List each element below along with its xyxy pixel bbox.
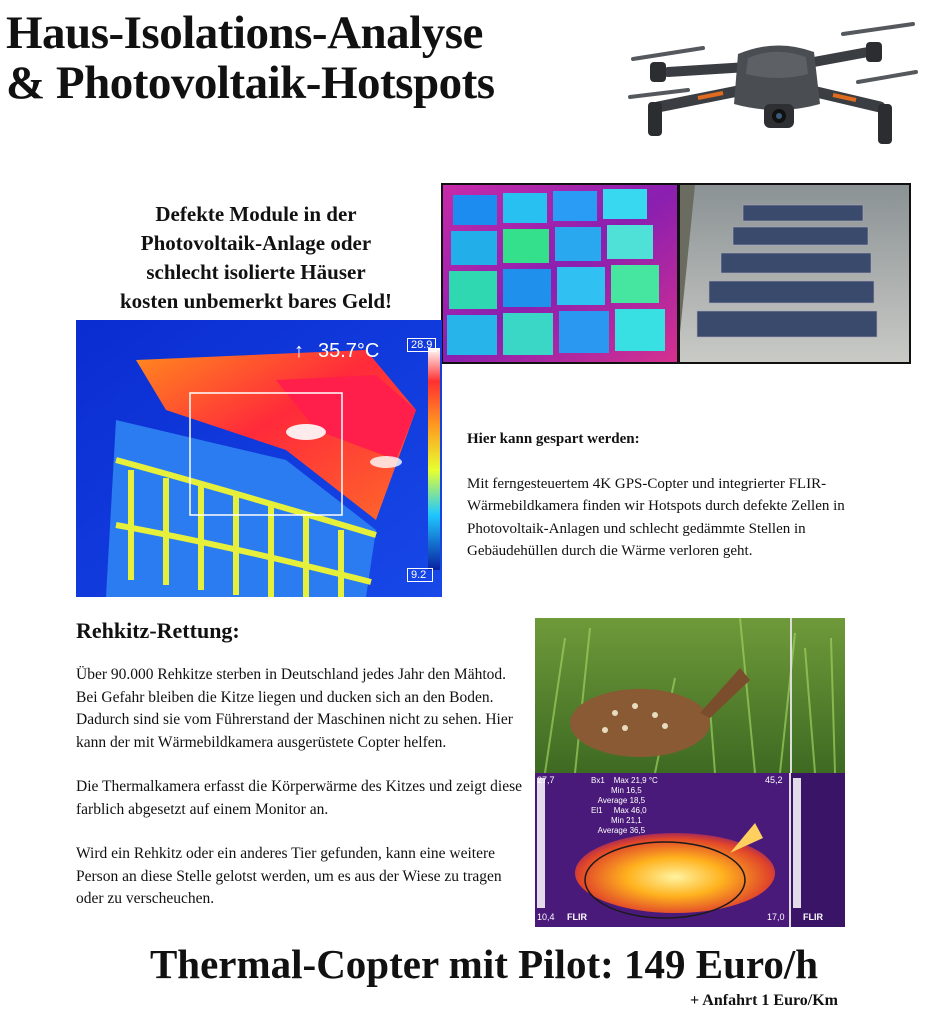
rescue-paragraph-2: Die Thermalkamera erfasst die Körperwärme des Kitzes und zeigt diese farblich abgesetzt auf einem Monitor an. (76, 778, 523, 818)
savings-section (467, 428, 887, 563)
price-main: Thermal-Copter mit Pilot: 149 Euro/h (149, 941, 819, 987)
fawn-graphic (535, 618, 845, 927)
rescue-paragraph-1: Über 90.000 Rehkitze sterben in Deutschland jedes Jahr den Mähtod. Bei Gefahr bleiben die Kitze liegen und ducken sich an den Boden. Dadurch sind sie vom Führerstand der Maschinen nicht zu sehen. Hier kann der mit Wärmebildkamera ausgerüstete Copter helfen. (76, 666, 513, 751)
page-title (6, 8, 626, 108)
measurement-readout: Bx1 Max 21,9 °C Min 16,5 Average 18,5 El1 Max 46,0 Min 21,1 Average 36,5 (591, 776, 658, 835)
fawn-scale-max-left: 27,7 (537, 775, 555, 785)
rescue-paragraph-3: Wird ein Rehkitz oder ein anderes Tier gefunden, kann eine weitere Person an diese Stelle gelotst werden, um es aus der Wiese zu tragen oder zu verscheuchen. (76, 845, 502, 907)
price-travel: + Anfahrt 1 Euro/Km (690, 992, 838, 1009)
pv-image-graphic (443, 185, 909, 362)
savings-heading: Hier kann gespart werden: (467, 431, 640, 447)
spot-temperature: ↑ 35.7°C (294, 340, 380, 362)
house-thermal-graphic (76, 320, 442, 597)
lead-line-3: schlecht isolierte Häuser (146, 260, 366, 284)
fawn-body (570, 689, 710, 757)
arrow-up-icon: ↑ (294, 340, 304, 362)
scale-max-label: 28.9 (407, 338, 436, 352)
rescue-section (76, 664, 526, 933)
fawn-scale-min-left: 10,4 (537, 912, 555, 922)
scale-min-label: 9.2 (407, 568, 433, 582)
title-line-1: Haus-Isolations-Analyse (6, 7, 483, 59)
savings-text: Mit ferngesteuertem 4K GPS-Copter und integrierter FLIR-Wärmebildkamera finden wir Hotspots durch defekte Zellen in Photovoltaik-Anlagen und schlecht gedämmte Stellen in Gebäudehüllen durch die Wärme verloren geht. (467, 475, 845, 559)
lead-line-1: Defekte Module in der (155, 202, 357, 226)
drone-image (628, 12, 918, 150)
fawn-scale-min-right: 17,0 (767, 912, 785, 922)
title-line-2: & Photovoltaik-Hotspots (6, 57, 495, 109)
flir-logo-left: FLIR (567, 912, 587, 922)
lead-text (80, 200, 432, 316)
house-thermal-image (76, 320, 442, 597)
temperature-scale-bar (428, 348, 440, 570)
pv-array-image (441, 183, 911, 364)
lead-line-4: kosten unbemerkt bares Geld! (119, 289, 393, 313)
rescue-heading: Rehkitz-Rettung: (76, 618, 240, 643)
fawn-scale-max-right: 45,2 (765, 775, 783, 785)
lead-line-2: Photovoltaik-Anlage oder (140, 231, 372, 255)
fawn-image (535, 618, 845, 927)
flir-logo-right: FLIR (803, 912, 823, 922)
